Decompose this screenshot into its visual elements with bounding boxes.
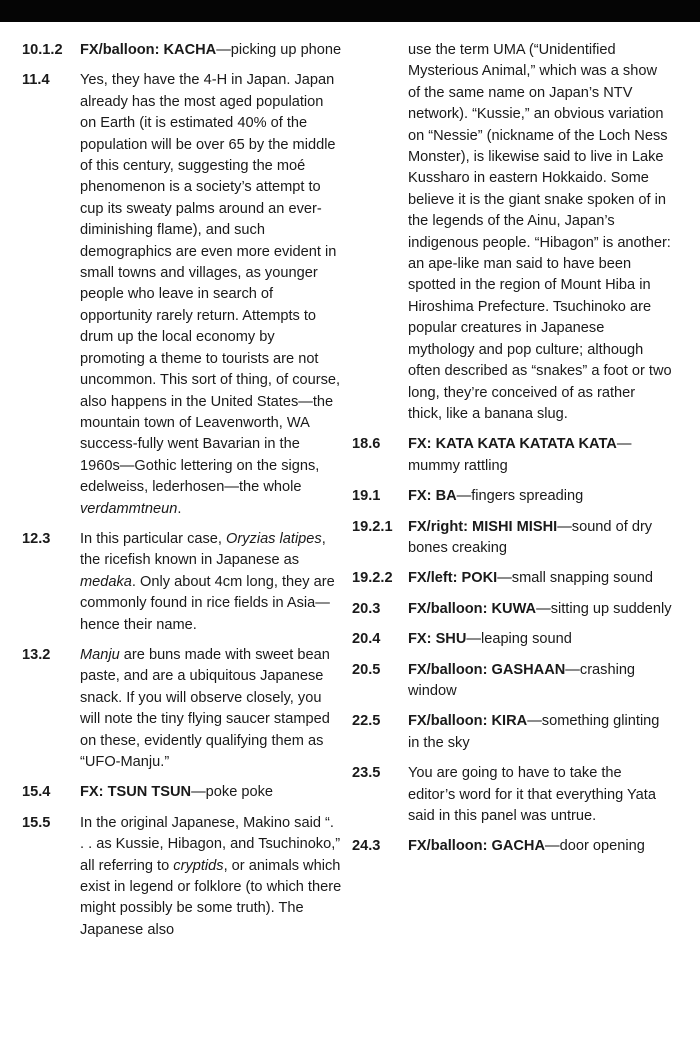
note-text: In the original Japanese, Makino said “. . . as Kussie, Hibagon, and Tsuchinoko,” all referring to cryptids, or animals which exist in legend or folklore (to which there might possibly be some truth). The Japanese also (80, 814, 342, 938)
note-text: FX/balloon: KIRA—something glinting in the sky (408, 713, 660, 751)
note-number: 19.2.1 (352, 518, 393, 535)
note-19-2-2 (352, 568, 672, 589)
note-15-5 (22, 813, 342, 941)
note-20-4 (352, 629, 672, 650)
note-number: 19.1 (352, 488, 381, 505)
note-number: 15.5 (22, 814, 51, 831)
note-text: FX/left: POKI—small snapping sound (408, 570, 653, 587)
note-text: FX/balloon: KUWA—sitting up suddenly (408, 600, 672, 617)
note-text: FX: TSUN TSUN—poke poke (80, 784, 274, 801)
note-number: 24.3 (352, 838, 381, 855)
note-number: 20.3 (352, 600, 381, 617)
note-number: 20.5 (352, 661, 381, 678)
note-number: 19.2.2 (352, 570, 393, 587)
note-number: 13.2 (22, 646, 51, 663)
note-13-2 (22, 645, 342, 773)
note-10-1-2 (22, 40, 342, 61)
note-number: 18.6 (352, 436, 381, 453)
note-12-3 (22, 529, 342, 636)
top-bar (0, 0, 700, 22)
note-text: FX: KATA KATA KATATA KATA—mummy rattling (408, 436, 632, 474)
left-column (22, 40, 342, 941)
note-text: In this particular case, Oryzias latipes, the ricefish known in Japanese as medaka. Only about 4cm long, they are commonly found in rice fields in Asia—hence their name. (80, 530, 335, 633)
note-text: FX/balloon: GASHAAN—crashing window (408, 661, 636, 699)
note-23-5 (352, 763, 672, 827)
note-18-6 (352, 434, 672, 477)
note-19-2-1 (352, 517, 672, 560)
note-text: You are going to have to take the editor’s word for it that everything Yata said in this panel was untrue. (408, 765, 656, 824)
note-number: 10.1.2 (22, 42, 63, 58)
note-19-1 (352, 486, 672, 507)
note-11-4 (22, 70, 342, 520)
note-20-3 (352, 599, 672, 620)
note-text: Manju are buns made with sweet bean paste, and are a ubiquitous Japanese snack. If you will observe closely, you will note the tiny flying saucer stamped on these, evidently qualifying them as “UFO-Manju.” (80, 646, 330, 770)
note-15-5-continuation: use the term UMA (“Unidentified Mysterious Animal,” which was a show of the same name on Japan’s NTV network). “Kussie,” an obvious variation on “Nessie” (nickname of the Loch Ness Monster), is likewise said to live in Lake Kussharo in eastern Hokkaido. Some believe it is the giant snake spoken of in the legends of the Ainu, Japan’s indigenous people. “Hibagon” is another: an ape-like man said to have been spotted in the region of Mount Hiba in Hiroshima Prefecture. Tsuchinoko are popular creatures in Japanese mythology and pop culture; although often described as “snakes” a foot or two long, they’re conceived of as rather thick, like a banana slug. (408, 42, 672, 422)
note-number: 23.5 (352, 765, 381, 782)
note-number: 22.5 (352, 713, 381, 730)
note-15-4 (22, 782, 342, 803)
note-text: FX/balloon: KACHA—picking up phone (80, 42, 342, 58)
note-20-5 (352, 660, 672, 703)
note-text: FX: SHU—leaping sound (408, 631, 572, 648)
note-24-3 (352, 836, 672, 857)
note-number: 20.4 (352, 631, 381, 648)
right-column (352, 40, 672, 858)
note-text: Yes, they have the 4-H in Japan. Japan already has the most aged population on Earth (it is estimated 40% of the population will be over 65 by the middle of this century, suggesting the moé phenomenon is a society’s attempt to cup its sweaty palms around an ever-diminishing flame), and such demographics are even more evident in small towns and villages, as younger people who leave in search of opportunity rarely return. Attempts to drum up the local economy by promoting a theme to tourists are not uncommon. This sort of thing, of course, also happens in the United States—the mountain town of Leavenworth, WA success-fully went Bavarian in the 1960s—Gothic lettering on the signs, edelweiss, lederhosen—the whole verdammtneun. (80, 72, 341, 517)
note-number: 15.4 (22, 784, 51, 801)
note-number: 12.3 (22, 530, 51, 547)
note-text: FX/balloon: GACHA—door opening (408, 838, 645, 855)
note-text: FX/right: MISHI MISHI—sound of dry bones creaking (408, 518, 653, 556)
note-22-5 (352, 711, 672, 754)
note-text: FX: BA—fingers spreading (408, 488, 584, 505)
note-number: 11.4 (22, 72, 50, 89)
